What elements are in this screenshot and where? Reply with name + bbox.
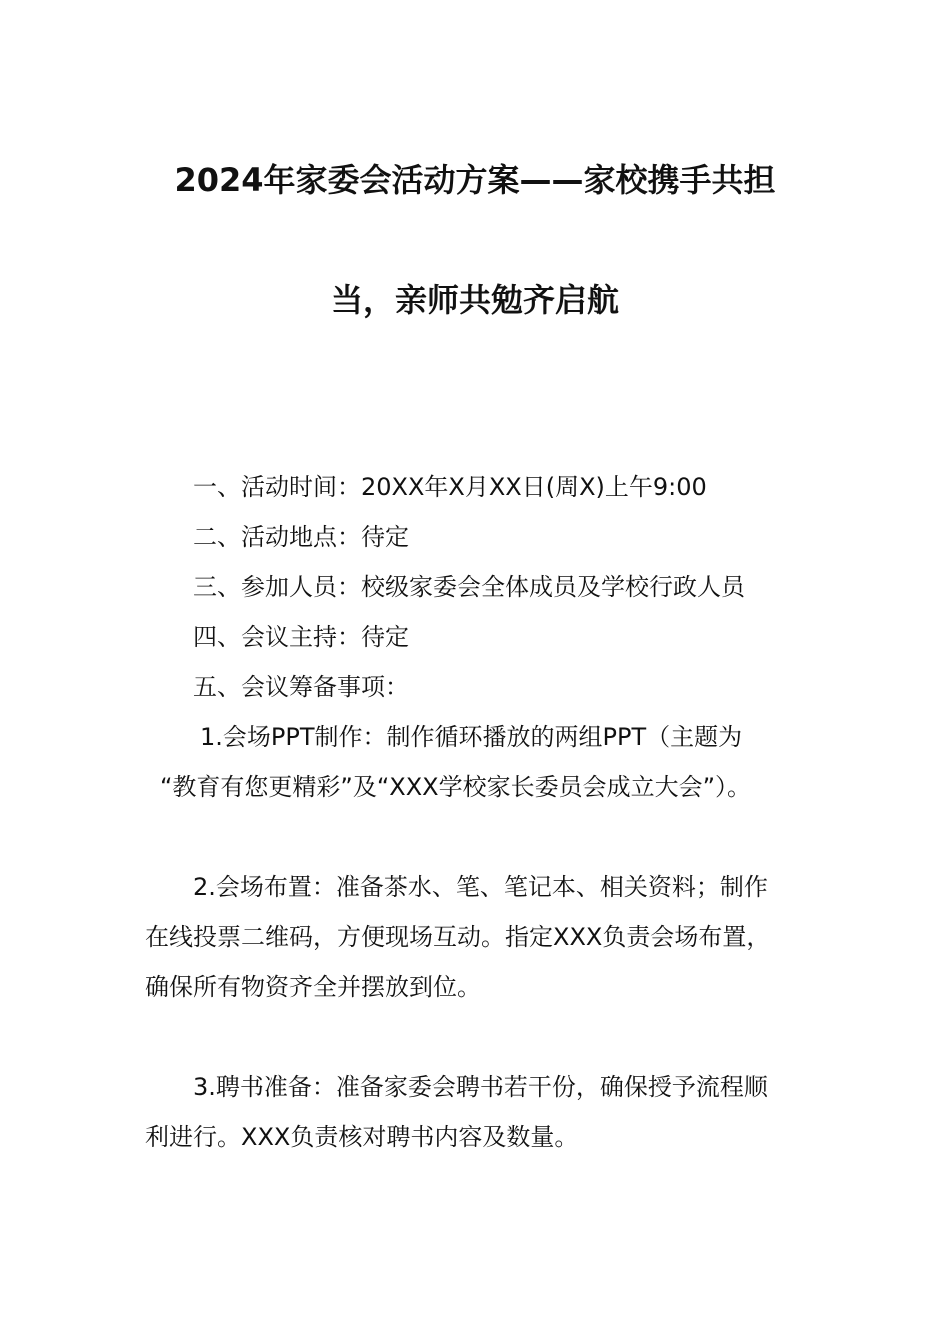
section-host: 四、会议主持：待定: [193, 623, 409, 651]
item-2-line-3: 确保所有物资齐全并摆放到位。: [145, 973, 481, 1001]
item-2-line-2: 在线投票二维码，方便现场互动。指定XXX负责会场布置，: [145, 923, 771, 951]
item-3-line-1: 3.聘书准备：准备家委会聘书若干份，确保授予流程顺: [193, 1073, 768, 1101]
section-time: 一、活动时间：20XX年X月XX日(周X)上午9:00: [193, 473, 707, 501]
document-title-line-2: 当，亲师共勉齐启航: [330, 281, 619, 319]
section-preparation: 五、会议筹备事项：: [193, 673, 409, 701]
item-3-line-2: 利进行。XXX负责核对聘书内容及数量。: [145, 1123, 579, 1151]
item-1-line-2: “教育有您更精彩”及“XXX学校家长委员会成立大会”）。: [160, 773, 752, 801]
section-place: 二、活动地点：待定: [193, 523, 409, 551]
item-1-line-1: 1.会场PPT制作：制作循环播放的两组PPT（主题为: [200, 723, 743, 751]
item-2-line-1: 2.会场布置：准备茶水、笔、笔记本、相关资料；制作: [193, 873, 768, 901]
document-title-line-1: 2024年家委会活动方案——家校携手共担: [174, 161, 776, 199]
section-attendees: 三、参加人员：校级家委会全体成员及学校行政人员: [193, 573, 745, 601]
